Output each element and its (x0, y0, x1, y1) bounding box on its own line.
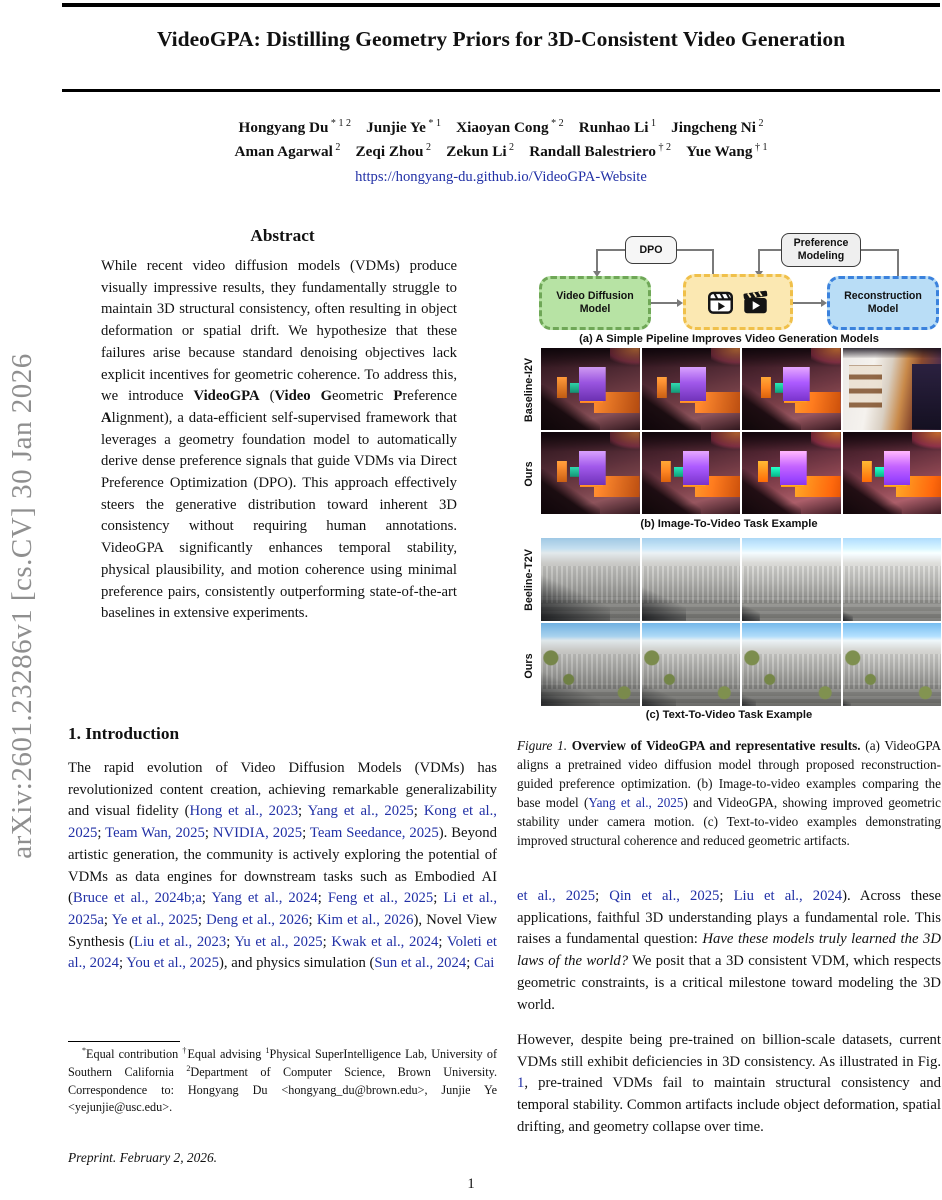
subcaption-a: (a) A Simple Pipeline Improves Video Generation Models (579, 333, 879, 345)
video-frame (843, 432, 942, 514)
citation-link[interactable]: Yang et al., 2024 (211, 890, 318, 907)
page-number: 1 (467, 1176, 475, 1192)
i2v-comparison (517, 348, 941, 514)
citation-link[interactable]: NVIDIA, 2025 (212, 825, 303, 842)
video-frame (642, 348, 741, 430)
video-frame (843, 538, 942, 621)
video-frame (742, 348, 841, 430)
i2v-frames (541, 348, 941, 514)
author-block (62, 116, 940, 164)
video-frame (642, 538, 741, 621)
section-heading-introduction: 1. Introduction (68, 724, 180, 743)
citation-link[interactable]: Feng et al., 2025 (327, 890, 434, 907)
pipeline-diagram (517, 228, 941, 332)
clapperboard-outline-icon (707, 289, 734, 316)
intro-paragraph: The rapid evolution of Video Diffusion Models (VDMs) has revolutionized content creation, achieving remarkable generalizability and visual fidelity (Hong et al., 2023; Yang et al., 2025; Kong et al., 2025; Team Wan, 2025; NVIDIA, 2025; Team Seedance, 2025). Beyond artistic generation, the community is actively exploring the potential of VDMs as data engines for downstream tasks such as Embodied AI (Bruce et al., 2024b;a; Yang et al., 2024; Feng et al., 2025; Li et al., 2025a; Ye et al., 2025; Deng et al., 2026; Kim et al., 2026), Novel View Synthesis (Liu et al., 2023; Yu et al., 2025; Kwak et al., 2024; Voleti et al., 2024; You et al., 2025), and physics simulation (Sun et al., 2024; Cai (68, 760, 498, 972)
dpo-box (625, 236, 677, 264)
preprint-note: Preprint. February 2, 2026. (68, 1150, 218, 1165)
body-paragraph-2: However, despite being pre-trained on billion-scale datasets, current VDMs still exhibit deficiencies in 3D consistency. As illustrated in Fig. 1, pre-trained VDMs fail to maintain structural consistency and temporal stability. Common artifacts include object deformation, spatial drifting, and geometry collapse over time. (517, 1032, 941, 1135)
abstract-heading: Abstract (250, 226, 315, 245)
connector-line (758, 249, 760, 271)
t2v-row-labels (517, 538, 541, 706)
video-frame (742, 538, 841, 621)
preference-modeling-label: Preference Modeling (793, 237, 849, 262)
video-diffusion-model-box (539, 276, 651, 330)
video-frame (642, 432, 741, 514)
citation-link[interactable]: Liu et al., 2024 (733, 888, 843, 904)
row-label-baseline-i2v: Baseline-I2V (523, 357, 535, 423)
top-rule (62, 3, 940, 7)
citation-link[interactable]: Qin et al., 2025 (609, 888, 720, 904)
subcaption-b: (b) Image-To-Video Task Example (640, 518, 818, 530)
citation-link[interactable]: Kim et al., 2026 (316, 911, 414, 928)
abstract-text: While recent video diffusion models (VDMs) produce visually impressive results, they fundamentally struggle to maintain 3D structural consistency, often resulting in object deformation or spatial drift. We hypothesize that these failures arise because standard denoising objectives lack explicit incentives for geometric coherence. To address this, we introduce VideoGPA (Video Geometric Preference Alignment), a data-efficient self-supervised framework that leverages a geometry foundation model to automatically derive dense preference signals that guide VDMs via Direct Preference Optimization (DPO). This approach effectively steers the generative distribution toward inherent 3D consistency without requiring human annotations. VideoGPA significantly enhances temporal stability, physical plausibility, and motion coherence using minimal preference pairs, consistently outperforming state-of-the-art baselines in extensive experiments. (101, 258, 457, 622)
citation-link[interactable]: Li et al., 2025a (68, 890, 497, 928)
connector-line (712, 249, 714, 274)
citation-link[interactable]: Team Seedance, 2025 (309, 825, 439, 842)
footnote: *Equal contribution †Equal advising $^1$Physical SuperIntelligence Lab, University of Southern California $^2$Department of Computer Science, Brown University. Correspondence to: Hongyang Du <hongyang_du@brown.edu>, Junjie Ye <yejunjie@usc.edu>. (68, 1045, 498, 1115)
connector-line (861, 249, 899, 251)
connector-line (596, 249, 625, 251)
t2v-frames (541, 538, 941, 706)
citation-link[interactable]: You et al., 2025 (126, 955, 219, 972)
page-title: VideoGPA: Distilling Geometry Priors for 3D-Consistent Video Generation (156, 27, 846, 51)
citation-link[interactable]: Sun et al., 2024 (374, 955, 467, 972)
citation-link[interactable]: Yu et al., 2025 (234, 933, 323, 950)
video-frame (742, 432, 841, 514)
title-rule (62, 89, 940, 92)
author-line-1: Hongyang Du $^{* 1 2}$ Junjie Ye $^{* 1}$ Xiaoyan Cong $^{* 2}$ Runhao Li $^1$ Jingcheng Ni $^2$ (238, 117, 764, 136)
citation-link[interactable]: Yang et al., 2025 (588, 795, 684, 810)
citation-link[interactable]: Hong et al., 2023 (189, 803, 299, 820)
t2v-comparison (517, 538, 941, 706)
connector-line (596, 249, 598, 271)
author-line-2: Aman Agarwal $^2$ Zeqi Zhou $^2$ Zekun Li $^2$ Randall Balestriero $^{\dagger 2}$ Yue Wang $^{\dagger 1}$ (234, 141, 768, 160)
citation-link[interactable]: Kwak et al., 2024 (331, 933, 439, 950)
citation-link[interactable]: Team Wan, 2025 (105, 825, 205, 842)
video-frame (642, 623, 741, 706)
connector-line (897, 249, 899, 276)
video-frame (541, 432, 640, 514)
row-label-ours-i2v: Ours (523, 461, 535, 487)
arxiv-watermark: arXiv:2601.23286v1 [cs.CV] 30 Jan 2026 (6, 353, 38, 859)
preference-modeling-box (781, 233, 861, 267)
website-link[interactable]: https://hongyang-du.github.io/VideoGPA-Website (355, 169, 647, 185)
connector-line (758, 249, 781, 251)
footnote-rule (68, 1041, 180, 1042)
video-frame (541, 348, 640, 430)
row-label-beeline-t2v: Beeline-T2V (523, 549, 535, 611)
video-frame (843, 348, 942, 430)
figure-1-caption: Figure 1. Overview of VideoGPA and representative results. (a) VideoGPA aligns a pretrained video diffusion model through proposed reconstruction-guided preference optimization. (b) Image-to-video examples comparing the base model (Yang et al., 2025) and VideoGPA, showing improved geometric stability under camera motion. (c) Text-to-video examples demonstrating improved structural coherence and reduced geometric artifacts. (517, 738, 942, 848)
citation-link[interactable]: et al., 2025 (517, 888, 596, 904)
citation-link[interactable]: Kong et al., 2025 (68, 803, 497, 842)
citation-link[interactable]: 1 (517, 1075, 525, 1092)
connector-line (651, 302, 677, 304)
video-frame (843, 623, 942, 706)
connector-line (677, 249, 713, 251)
row-label-ours-t2v: Ours (523, 653, 535, 679)
video-pair-box (683, 274, 793, 330)
video-frame (541, 538, 640, 621)
citation-link[interactable]: Voleti et al., 2024 (68, 933, 497, 972)
citation-link[interactable]: Liu et al., 2023 (133, 933, 227, 950)
dpo-label: DPO (639, 243, 663, 256)
reconstruction-model-label: Reconstruction Model (844, 290, 922, 315)
subcaption-c: (c) Text-To-Video Task Example (645, 709, 813, 721)
citation-link[interactable]: Ye et al., 2025 (111, 911, 198, 928)
clapperboard-solid-icon (742, 289, 769, 316)
reconstruction-model-box (827, 276, 939, 330)
citation-link[interactable]: Cai (473, 955, 495, 972)
i2v-row-labels (517, 348, 541, 514)
video-diffusion-model-label: Video Diffusion Model (556, 290, 634, 315)
video-frame (541, 623, 640, 706)
connector-line (793, 302, 821, 304)
citation-link[interactable]: Yang et al., 2025 (307, 803, 414, 820)
body-paragraph-1: et al., 2025; Qin et al., 2025; Liu et al., 2024). Across these applications, faithful 3D understanding plays a fundamental role. This raises a fundamental question: Have these models truly learned the 3D laws of the world? We posit that a 3D consistent VDM, which respects geometric constraints, is a critical milestone toward modeling the 3D world. (517, 888, 941, 1013)
video-frame (742, 623, 841, 706)
citation-link[interactable]: Bruce et al., 2024b;a (72, 890, 202, 907)
citation-link[interactable]: Deng et al., 2026 (206, 911, 309, 928)
